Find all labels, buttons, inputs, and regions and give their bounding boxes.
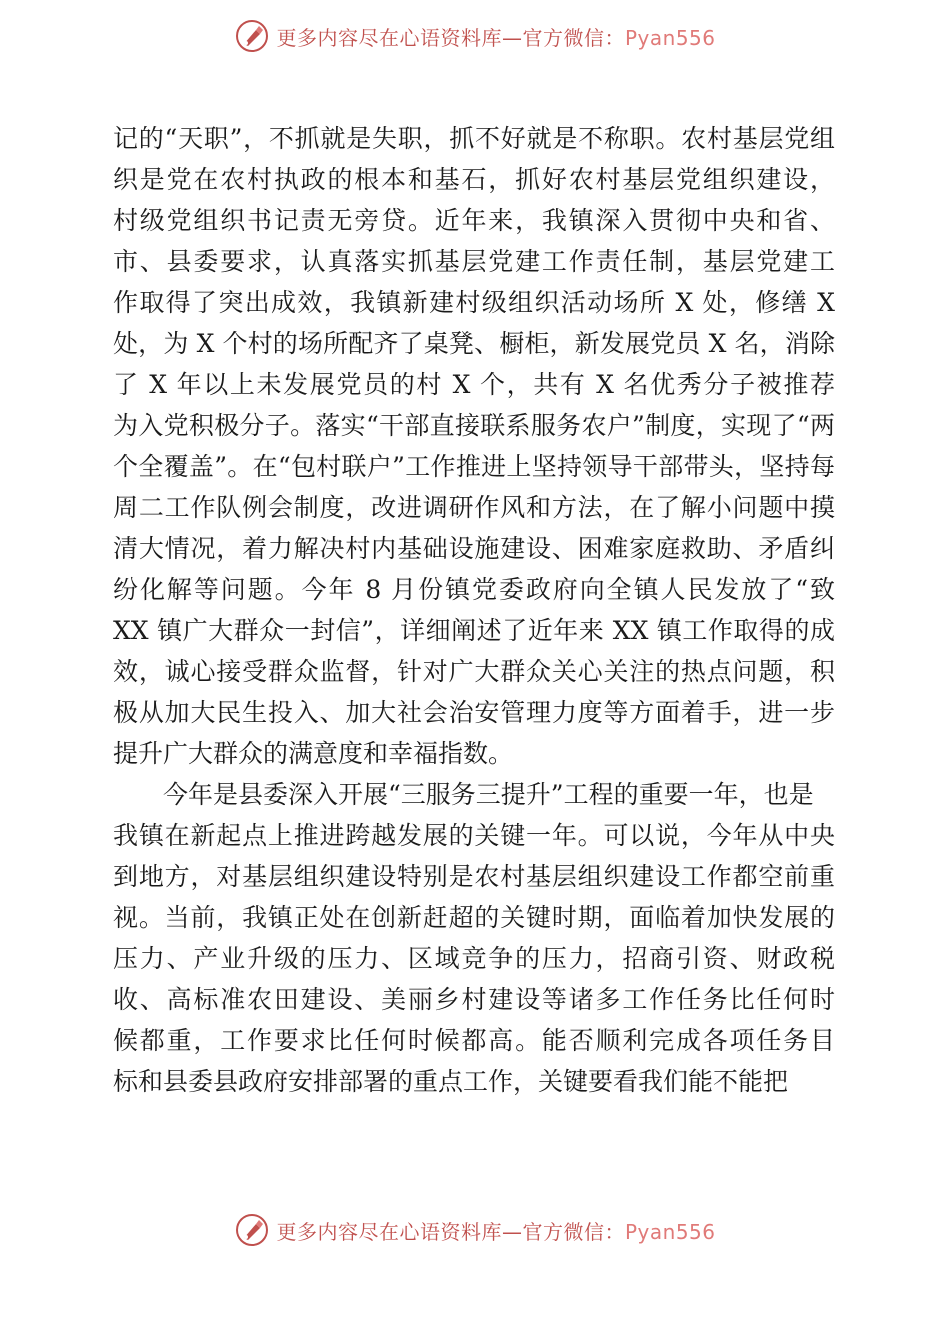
text-line: 作取得了突出成效，我镇新建村级组织活动场所 X 处，修缮 X: [113, 288, 835, 317]
text-line: 织是党在农村执政的根本和基石，抓好农村基层党组织建设，: [113, 165, 835, 194]
paragraph-1: [113, 118, 835, 774]
text-line: 个全覆盖”。在“包村联户”工作推进上坚持领导干部带头，坚持每: [113, 452, 835, 481]
text-line: 提升广大群众的满意度和幸福指数。: [113, 739, 514, 768]
text-line: 村级党组织书记责无旁贷。近年来，我镇深入贯彻中央和省、: [113, 206, 835, 235]
header-watermark-text: [276, 22, 715, 51]
text-line: 了 X 年以上未发展党员的村 X 个，共有 X 名优秀分子被推荐: [113, 370, 835, 399]
header-watermark-banner: [0, 14, 950, 58]
text-line: 记的“天职”，不抓就是失职，抓不好就是不称职。农村基层党组: [113, 124, 835, 153]
footer-handle: Pyan556: [624, 1219, 716, 1244]
footer-watermark-text: [276, 1216, 715, 1245]
text-line: 纷化解等问题。今年 8 月份镇党委政府向全镇人民发放了“致: [113, 575, 835, 604]
text-line: 视。当前，我镇正处在创新赶超的关键时期，面临着加快发展的: [113, 903, 835, 932]
text-line: 今年是县委深入开展“三服务三提升”工程的重要一年，也是: [163, 780, 814, 809]
footer-brand-text: 更多内容尽在心语资料库: [276, 1219, 502, 1244]
pen-nib-logo-icon: [234, 1212, 270, 1248]
text-line: 周二工作队例会制度，改进调研作风和方法，在了解小问题中摸: [113, 493, 835, 522]
text-line: 极从加大民生投入、加大社会治安管理力度等方面着手，进一步: [113, 698, 835, 727]
footer-watermark-banner: [0, 1208, 950, 1252]
footer-suffix-text: 官方微信：: [522, 1219, 625, 1244]
text-line: 到地方，对基层组织建设特别是农村基层组织建设工作都空前重: [113, 862, 835, 891]
header-handle: Pyan556: [624, 25, 716, 50]
text-line: XX 镇广大群众一封信”，详细阐述了近年来 XX 镇工作取得的成: [113, 616, 835, 645]
document-body: [113, 118, 835, 1102]
text-line: 候都重，工作要求比任何时候都高。能否顺利完成各项任务目: [113, 1026, 835, 1055]
paragraph-2: [113, 774, 835, 1102]
header-brand-text: 更多内容尽在心语资料库: [276, 25, 502, 50]
text-line: 我镇在新起点上推进跨越发展的关键一年。可以说，今年从中央: [113, 821, 835, 850]
text-line: 清大情况，着力解决村内基础设施建设、困难家庭救助、矛盾纠: [113, 534, 835, 563]
header-dash: —: [501, 25, 523, 50]
text-line: 收、高标准农田建设、美丽乡村建设等诸多工作任务比任何时: [113, 985, 835, 1014]
text-line: 市、县委要求，认真落实抓基层党建工作责任制，基层党建工: [113, 247, 835, 276]
text-line: 处，为 X 个村的场所配齐了桌凳、橱柜，新发展党员 X 名，消除: [113, 329, 835, 358]
header-suffix-text: 官方微信：: [522, 25, 625, 50]
footer-dash: —: [501, 1219, 523, 1244]
text-line: 标和县委县政府安排部署的重点工作，关键要看我们能不能把: [113, 1067, 789, 1096]
text-line: 效，诚心接受群众监督，针对广大群众关心关注的热点问题，积: [113, 657, 835, 686]
text-line: 为入党积极分子。落实“干部直接联系服务农户”制度，实现了“两: [113, 411, 835, 440]
text-line: 压力、产业升级的压力、区域竞争的压力，招商引资、财政税: [113, 944, 835, 973]
pen-nib-logo-icon: [234, 18, 270, 54]
